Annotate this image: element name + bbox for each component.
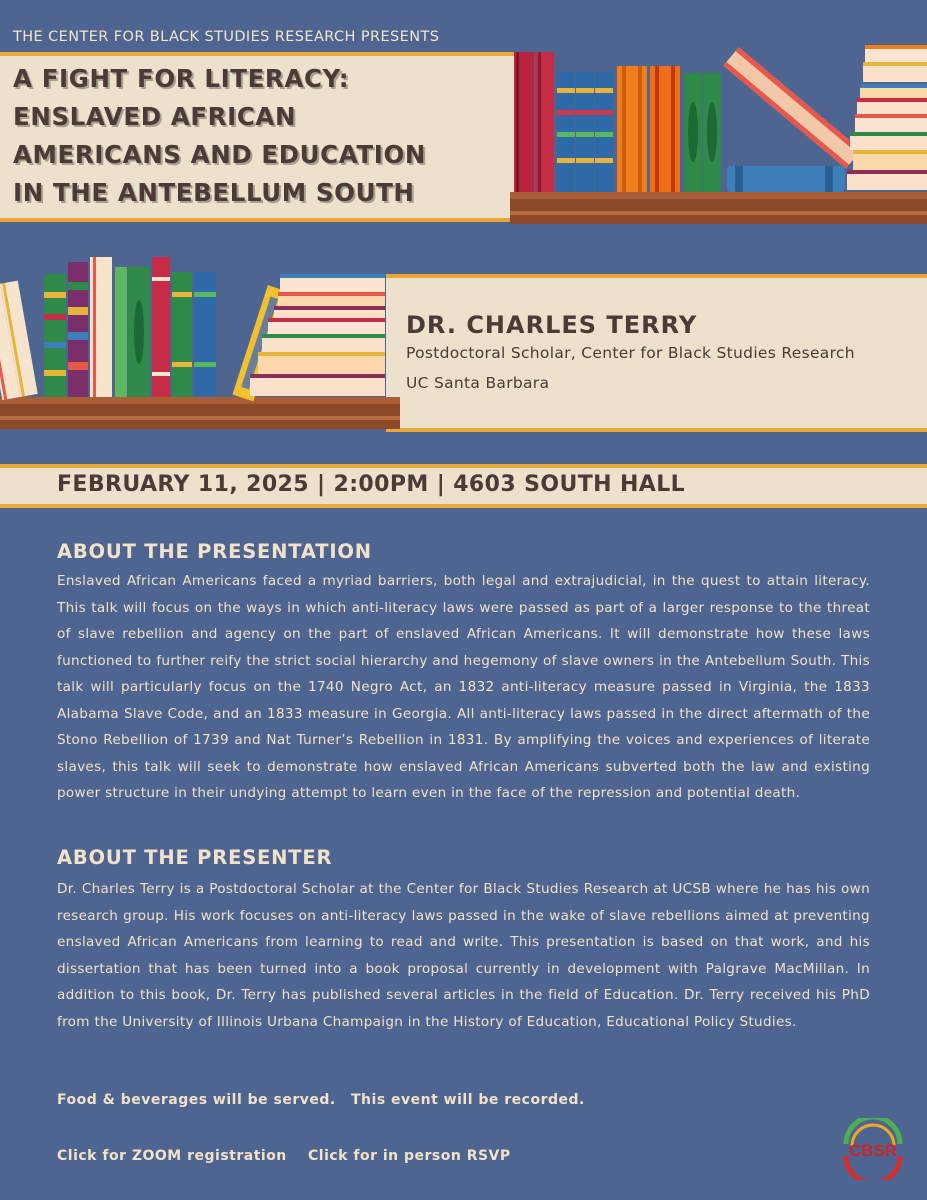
- speaker-institution: UC Santa Barbara: [406, 374, 550, 392]
- speaker-name: DR. CHARLES TERRY: [406, 311, 698, 339]
- presenter-kicker: THE CENTER FOR BLACK STUDIES RESEARCH PRESENTS: [13, 29, 440, 45]
- presenter-heading: ABOUT THE PRESENTER: [57, 846, 333, 869]
- presenter-bio: Dr. Charles Terry is a Postdoctoral Scholar at the Center for Black Studies Research at UCSB where he has his own research group. His work focuses on anti-literacy laws passed in the wake of slave rebellions aimed at preventing enslaved African Americans from learning to read and write. This presentation is based on that work, and his dissertation that has been turned into a book proposal currently in development with Palgrave MacMillan. In addition to this book, Dr. Terry has published several articles in the field of Education. Dr. Terry received his PhD from the University of Illinois Urbana Champaign in the History of Education, Educational Policy Studies.: [57, 881, 870, 1030]
- event-details: FEBRUARY 11, 2025 | 2:00PM | 4603 SOUTH HALL: [57, 472, 686, 497]
- rsvp-link[interactable]: Click for in person RSVP: [308, 1148, 511, 1164]
- bookshelf-left-illustration: [0, 252, 405, 432]
- speaker-position: Postdoctoral Scholar, Center for Black Studies Research: [406, 344, 855, 362]
- presentation-heading: ABOUT THE PRESENTATION: [57, 540, 372, 563]
- event-title: [13, 60, 513, 212]
- bookshelf-top-illustration: [505, 40, 927, 230]
- title-line: IN THE ANTEBELLUM SOUTH: [13, 178, 415, 207]
- recording-note: This event will be recorded.: [351, 1092, 585, 1108]
- title-line: A FIGHT FOR LITERACY:: [13, 64, 350, 93]
- logo-text: CBSR: [848, 1141, 898, 1160]
- food-note: Food & beverages will be served.: [57, 1092, 336, 1108]
- cbsr-logo: [838, 1118, 908, 1180]
- zoom-registration-link[interactable]: Click for ZOOM registration: [57, 1148, 287, 1164]
- title-line: ENSLAVED AFRICAN: [13, 102, 297, 131]
- title-line: AMERICANS AND EDUCATION: [13, 140, 426, 169]
- presentation-description: Enslaved African Americans faced a myriad barriers, both legal and extrajudicial, in the quest to attain literacy. This talk will focus on the ways in which anti-literacy laws were passed as part of a larger response to the threat of slave rebellion and agency on the part of enslaved African Americans. It will demonstrate how these laws functioned to further reify the strict social hierarchy and hegemony of slave owners in the Antebellum South. This talk will particularly focus on the 1740 Negro Act, an 1832 anti-literacy measure passed in Virginia, the 1833 Alabama Slave Code, and an 1833 measure in Georgia. All anti-literacy laws passed in the direct aftermath of the Stono Rebellion of 1739 and Nat Turner’s Rebellion in 1831. By amplifying the voices and experiences of literate slaves, this talk will seek to demonstrate how enslaved African Americans subverted both the law and existing power structure in their undying attempt to learn even in the face of the repression and potential death.: [57, 573, 870, 801]
